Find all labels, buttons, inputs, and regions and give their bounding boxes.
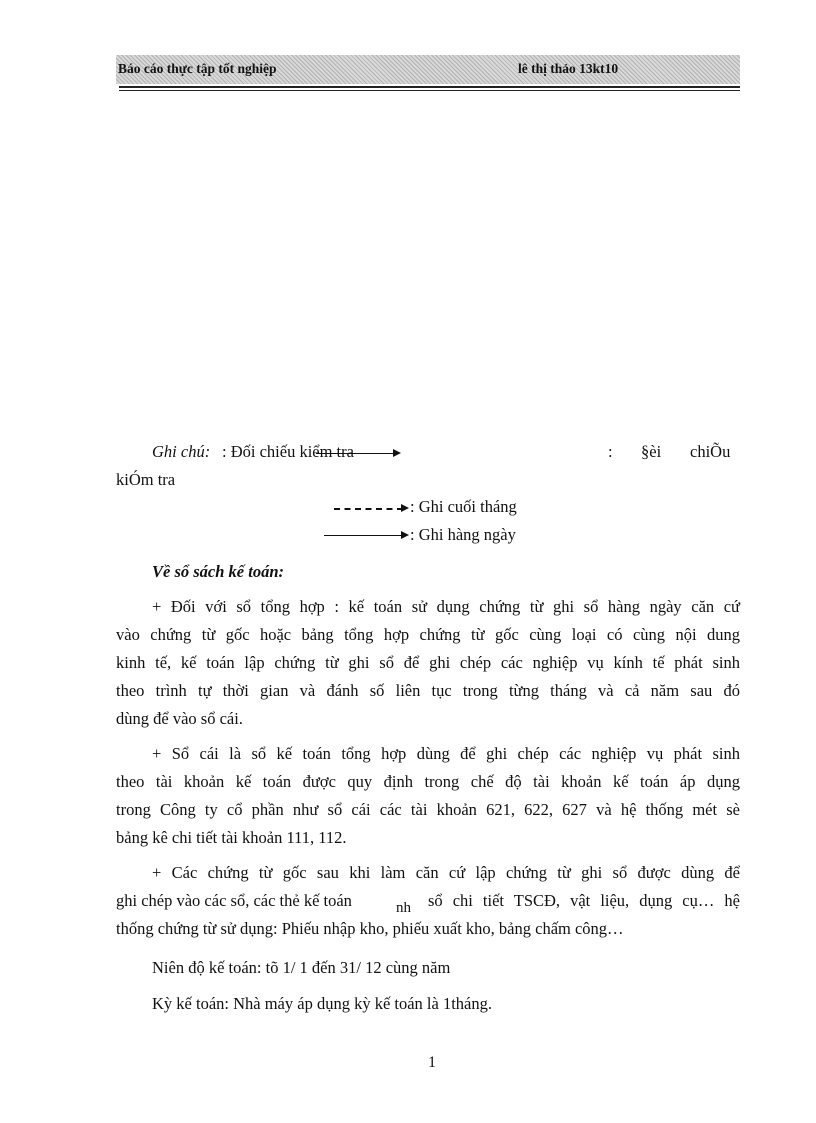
legend-item-reconcile: : Đối chiếu kiểm tra: [222, 442, 354, 461]
header-title: Báo cáo thực tập tốt nghiệp: [118, 61, 277, 76]
header-rule-thin: [119, 90, 740, 91]
legend-garbled-colon: :: [608, 442, 613, 461]
monthly-arrow-line: [334, 508, 403, 510]
p3-line-3: thống chứng từ sử dụng: Phiếu nhập kho, phiếu xuất kho, bảng chấm công…: [116, 919, 624, 938]
accounting-period-line: Kỳ kế toán: Nhà máy áp dụng kỳ kế toán là 1tháng.: [152, 994, 492, 1013]
legend-item-daily: : Ghi hàng ngày: [410, 525, 516, 544]
fiscal-year-line: Niên độ kế toán: tõ 1/ 1 đến 31/ 12 cùng năm: [152, 958, 451, 977]
legend-label: Ghi chú:: [152, 442, 211, 461]
p1-line-4: theo trình tự thời gian và đánh số liên tục trong từng tháng và cả năm sau đó: [116, 681, 740, 700]
p2-line-2: theo tài khoản kế toán được quy định trong chế độ tài khoản kế toán áp dụng: [116, 772, 740, 791]
reconcile-arrow-line: [316, 453, 394, 454]
header-bar: [116, 55, 740, 84]
p1-line-2: vào chứng từ gốc hoặc bảng tổng hợp chứng từ gốc cùng loại có cùng nội dung: [116, 625, 740, 644]
p3-subscript: nh: [396, 900, 411, 916]
monthly-arrow-head-icon: [401, 504, 409, 512]
header-rule-thick: [119, 86, 740, 88]
p1-line-3: kinh tế, kế toán lập chứng từ ghi sổ để ghi chép các nghiệp vụ kính tế phát sinh: [116, 653, 740, 672]
legend-garbled-c: kiÓm tra: [116, 470, 176, 489]
p2-line-3: trong Công ty cổ phần như sổ cái các tài khoản 621, 622, 627 và hệ thống mét sè: [116, 800, 740, 819]
legend-garbled-a: §èi: [641, 442, 662, 461]
p2-line-1: + Sổ cái là sổ kế toán tổng hợp dùng để ghi chép các nghiệp vụ phát sinh: [152, 744, 740, 763]
p1-line-5: dùng để vào sổ cái.: [116, 709, 243, 728]
p3-line-1: + Các chứng từ gốc sau khi làm căn cứ lập chứng từ ghi sổ được dùng để: [152, 863, 740, 882]
page-number: 1: [428, 1054, 436, 1071]
p1-line-1: + Đối với sổ tổng hợp : kế toán sử dụng chứng từ ghi sổ hàng ngày căn cứ: [152, 597, 740, 616]
legend-garbled-b: chiÕu: [690, 442, 731, 461]
reconcile-arrow-head-icon: [393, 449, 401, 457]
legend-item-monthly: : Ghi cuối tháng: [410, 497, 517, 516]
daily-arrow-head-icon: [401, 531, 409, 539]
p2-line-4: bảng kê chi tiết tài khoản 111, 112.: [116, 828, 347, 847]
header-author: lê thị thảo 13kt10: [518, 61, 619, 76]
daily-arrow-line: [324, 535, 403, 536]
p3-line-2b: sổ chi tiết TSCĐ, vật liệu, dụng cụ… hệ: [428, 891, 740, 910]
section-heading: Về sổ sách kế toán:: [152, 562, 284, 581]
p3-line-2a: ghi chép vào các sổ, các thẻ kế toán: [116, 891, 352, 910]
